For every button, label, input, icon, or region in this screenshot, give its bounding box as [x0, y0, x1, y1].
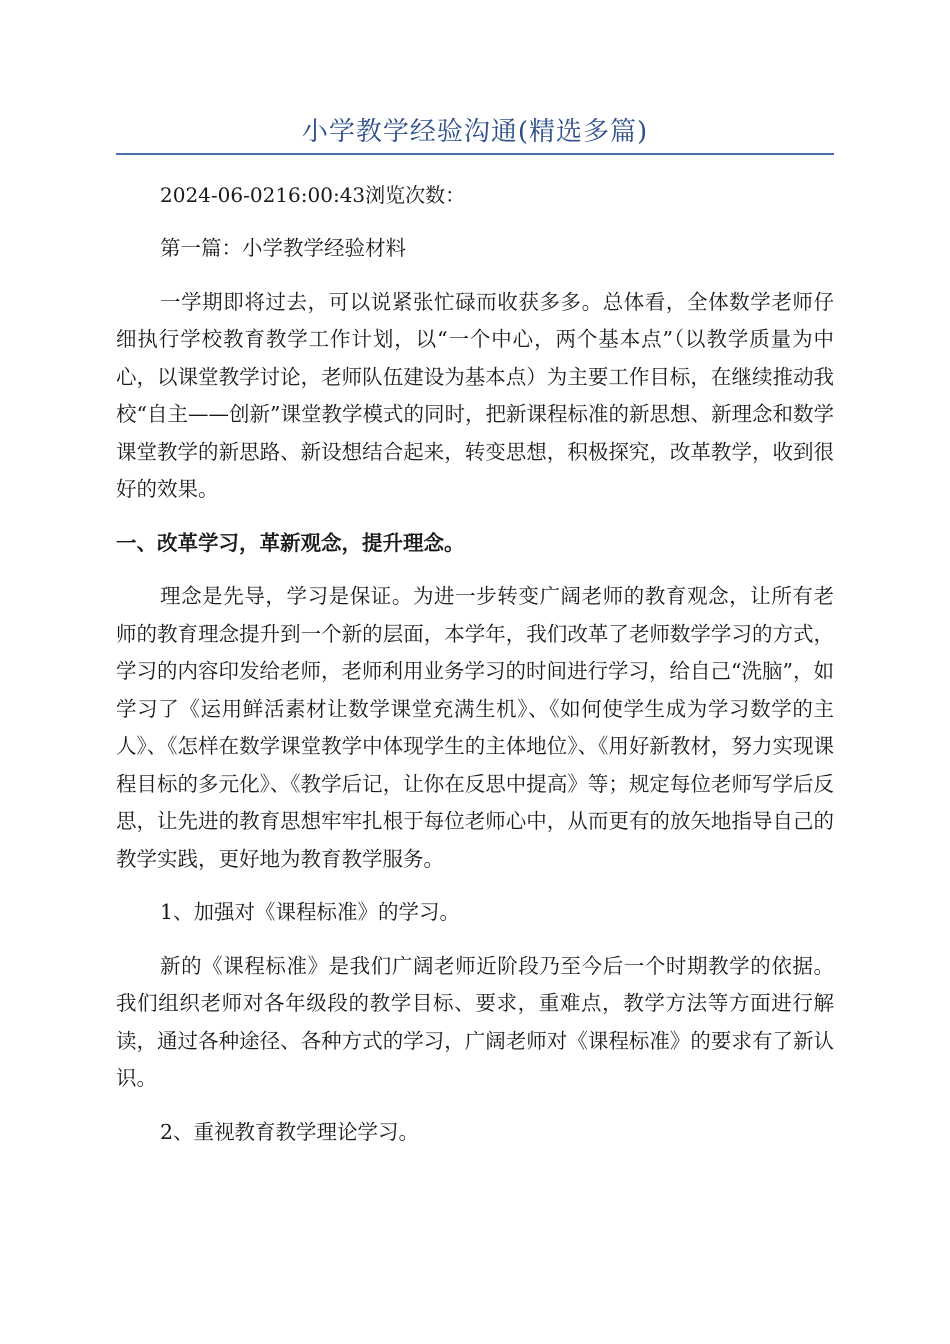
document-title: 小学教学经验沟通(精选多篇) — [301, 117, 649, 147]
subheading-paragraph: 2、重视教育教学理论学习。 — [160, 1119, 420, 1144]
subheading-paragraph: 1、加强对《课程标准》的学习。 — [160, 900, 461, 924]
publish-meta: 2024-06-0216:00:43浏览次数： — [160, 183, 466, 207]
body-paragraph: 理念是先导，学习是保证。为进一步转变广阔老师的教育观念，让所有老师的教育理念提升到一个新的层面，本学年，我们改革了老师数学学习的方式，学习的内容印发给老师，老师利用业务学习的时间进行学习，给自己“洗脑”，如学习了《运用鲜活素材让数学课堂充满生机》、《如何使学生成为学习数学的主人》、《怎样在数学课堂教学中体现学生的主体地位》、《用好新教材，努力实现课程目标的多元化》、《教学后记，让你在反思中提高》等；规定每位老师写学后反思，让先进的教育思想牢牢扎根于每位老师心中，从而更有的放矢地指导自己的教学实践，更好地为教育教学服务。 — [116, 584, 834, 871]
title-underline — [116, 153, 834, 155]
section-heading: 一、改革学习，革新观念，提升理念。 — [116, 530, 465, 555]
document-body — [116, 230, 834, 1167]
body-paragraph: 一学期即将过去，可以说紧张忙碌而收获多多。总体看，全体数学老师仔细执行学校教育教学工作计划，以“一个中心，两个基本点”（以教学质量为中心，以课堂教学讨论，老师队伍建设为基本点）为主要工作目标，在继续推动我校“自主——创新”课堂教学模式的同时，把新课程标准的新思想、新理念和数学课堂教学的新思路、新设想结合起来，转变思想，积极探究，改革教学，收到很好的效果。 — [116, 289, 834, 501]
body-paragraph: 新的《课程标准》是我们广阔老师近阶段乃至今后一个时期教学的依据。我们组织老师对各年级段的教学目标、要求，重难点，教学方法等方面进行解读，通过各种途径、各种方式的学习，广阔老师对《课程标准》的要求有了新认识。 — [116, 953, 834, 1090]
section-label: 第一篇：小学教学经验材料 — [160, 236, 406, 260]
